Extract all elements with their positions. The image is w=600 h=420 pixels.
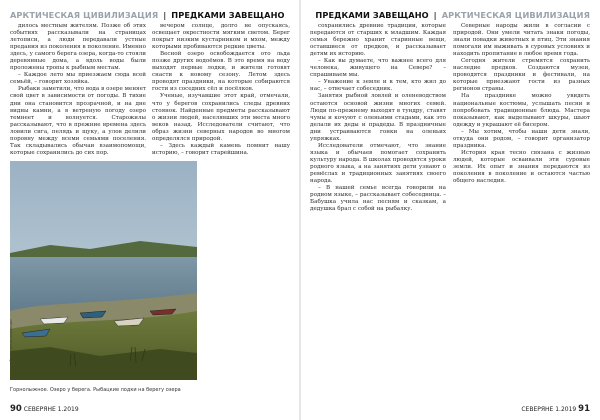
paragraph: Весной озеро освобождается ото льда позже других водоёмов. В это время на воду выходят первые лодки, и жители готовят снасти к новому сезону. Летом здесь проводят праздники, на которые собираются гости из соседних сёл и посёлков.: [152, 51, 290, 93]
paragraph: сохранились древние традиции, которые передаются от старших к младшим. Каждая семья бережно хранит старинные вещи, оставшиеся от предков, и рассказывает детям их историю.: [310, 23, 446, 58]
paragraph: – Каждое лето мы приезжаем сюда всей семьёй, – говорит хозяйка.: [10, 72, 146, 86]
header-section: АРКТИЧЕСКАЯ ЦИВИЛИЗАЦИЯ: [441, 10, 590, 20]
paragraph: Сегодня жители стремятся сохранить наследие предков. Создаются музеи, проводятся праздники и фестивали, на которые приезжают гости из разных регионов страны.: [453, 58, 590, 93]
paragraph: Рыбаки заметили, что вода в озере меняет свой цвет в зависимости от погоды. В тихие дни она становится прозрачной, и на дне видны камни, а в ветреную погоду озеро темнеет и волнуется. Старожилы рассказывают, что в прежние времена здесь ловили сига, пелядь и щуку, а улов делили поровну между всеми семьями поселения. Так складывались обычаи взаимопомощи, которые сохранились до сих пор.: [10, 86, 146, 156]
paragraph: – Как вы думаете, что важнее всего для человека, живущего на Севере? – спрашиваем мы.: [310, 58, 446, 79]
paragraph: вечером солнце, долго не опускаясь, освещает окрестности мягким светом. Берег покрыт низким кустарником и мхом, между которыми пробиваются редкие цветы.: [152, 23, 290, 51]
right-text-column-1: [310, 23, 446, 395]
paragraph: Северные народы жили в согласии с природой. Они умели читать знаки погоды, знали повадки животных и птиц. Эти знания помогали им выживать в суровых условиях и находить пропитание в любое время года.: [453, 23, 590, 58]
header-rubric: ПРЕДКАМИ ЗАВЕЩАНО: [315, 10, 429, 20]
paragraph: История края тесно связана с жизнью людей, которые осваивали эти суровые земли. Их опыт и знания передаются из поколения в поколение и остаются частью общего наследия.: [453, 149, 590, 185]
magazine-issue: СЕВЕРЯНЕ 1.2019: [521, 406, 577, 413]
photo-caption: Горнолыжное. Озеро у берега. Рыбацкие лодки на берегу озера: [10, 387, 181, 393]
paragraph: Занятия рыбной ловлей и оленеводством остаются основой жизни многих семей. Люди по-прежнему выходят в тундру, ставят чумы и кочуют с оленьими стадами, как это делали их деды и прадеды. В праздничные дни устраиваются гонки на оленьих упряжках.: [310, 93, 446, 142]
page-number: 90: [10, 404, 22, 414]
right-text-column-2: [453, 23, 590, 395]
paragraph: – Мы хотим, чтобы наши дети знали, откуда они родом, – говорит организатор праздника.: [453, 128, 590, 149]
paragraph: – В нашей семье всегда говорили на родном языке, – рассказывает собеседница. – Бабушка учила нас песням и сказкам, а дедушка брал с собой на рыбалку.: [310, 185, 446, 213]
right-page-header: [315, 10, 590, 20]
left-text-column-1: [10, 23, 146, 159]
paragraph: – Здесь каждый камень помнит нашу историю, – говорит старейшина.: [152, 142, 290, 156]
header-separator: |: [433, 10, 437, 20]
lake-boats-photo: [10, 161, 197, 380]
left-page-header: [10, 10, 285, 20]
right-footer: [521, 404, 590, 414]
paragraph: Исследователи отмечают, что знание языка и обычаев помогает сохранить культуру народа. В школах проводятся уроки родного языка, а на занятиях дети узнают о ремёслах и традиционных занятиях своего народа.: [310, 142, 446, 185]
header-section: АРКТИЧЕСКАЯ ЦИВИЛИЗАЦИЯ: [10, 10, 159, 20]
header-separator: |: [163, 10, 167, 20]
photo-credit: Фото: архив редакции: [9, 319, 13, 362]
paragraph: На празднике можно увидеть национальные костюмы, услышать песни и попробовать традиционные блюда. Мастера показывают, как выделывают шкуры, шьют одежду и украшают её бисером.: [453, 93, 590, 128]
paragraph: – Уважение к земле и к тем, кто жил до нас, – отвечает собеседник.: [310, 79, 446, 93]
page-number: 91: [578, 404, 590, 414]
left-footer: [10, 404, 79, 414]
paragraph: дилось местным жителям. Позже об этих событиях рассказывали на страницах летописи, а люди передавали устные предания из поколения в поколение. Именно здесь, у самого берега озера, когда-то стояли деревянные дома, а вдоль воды были проложены тропы к рыбным местам.: [10, 23, 146, 72]
magazine-issue: СЕВЕРЯНЕ 1.2019: [23, 406, 79, 413]
header-rubric: ПРЕДКАМИ ЗАВЕЩАНО: [171, 10, 285, 20]
right-page: [300, 0, 600, 420]
paragraph: Ученые, изучавшие этот край, отмечали, что у берегов сохранились следы древних стоянок. Найденные предметы рассказывают о жизни людей, населявших эти места много веков назад. Исследователи считают, что образ жизни северных народов во многом определялся природой.: [152, 93, 290, 142]
